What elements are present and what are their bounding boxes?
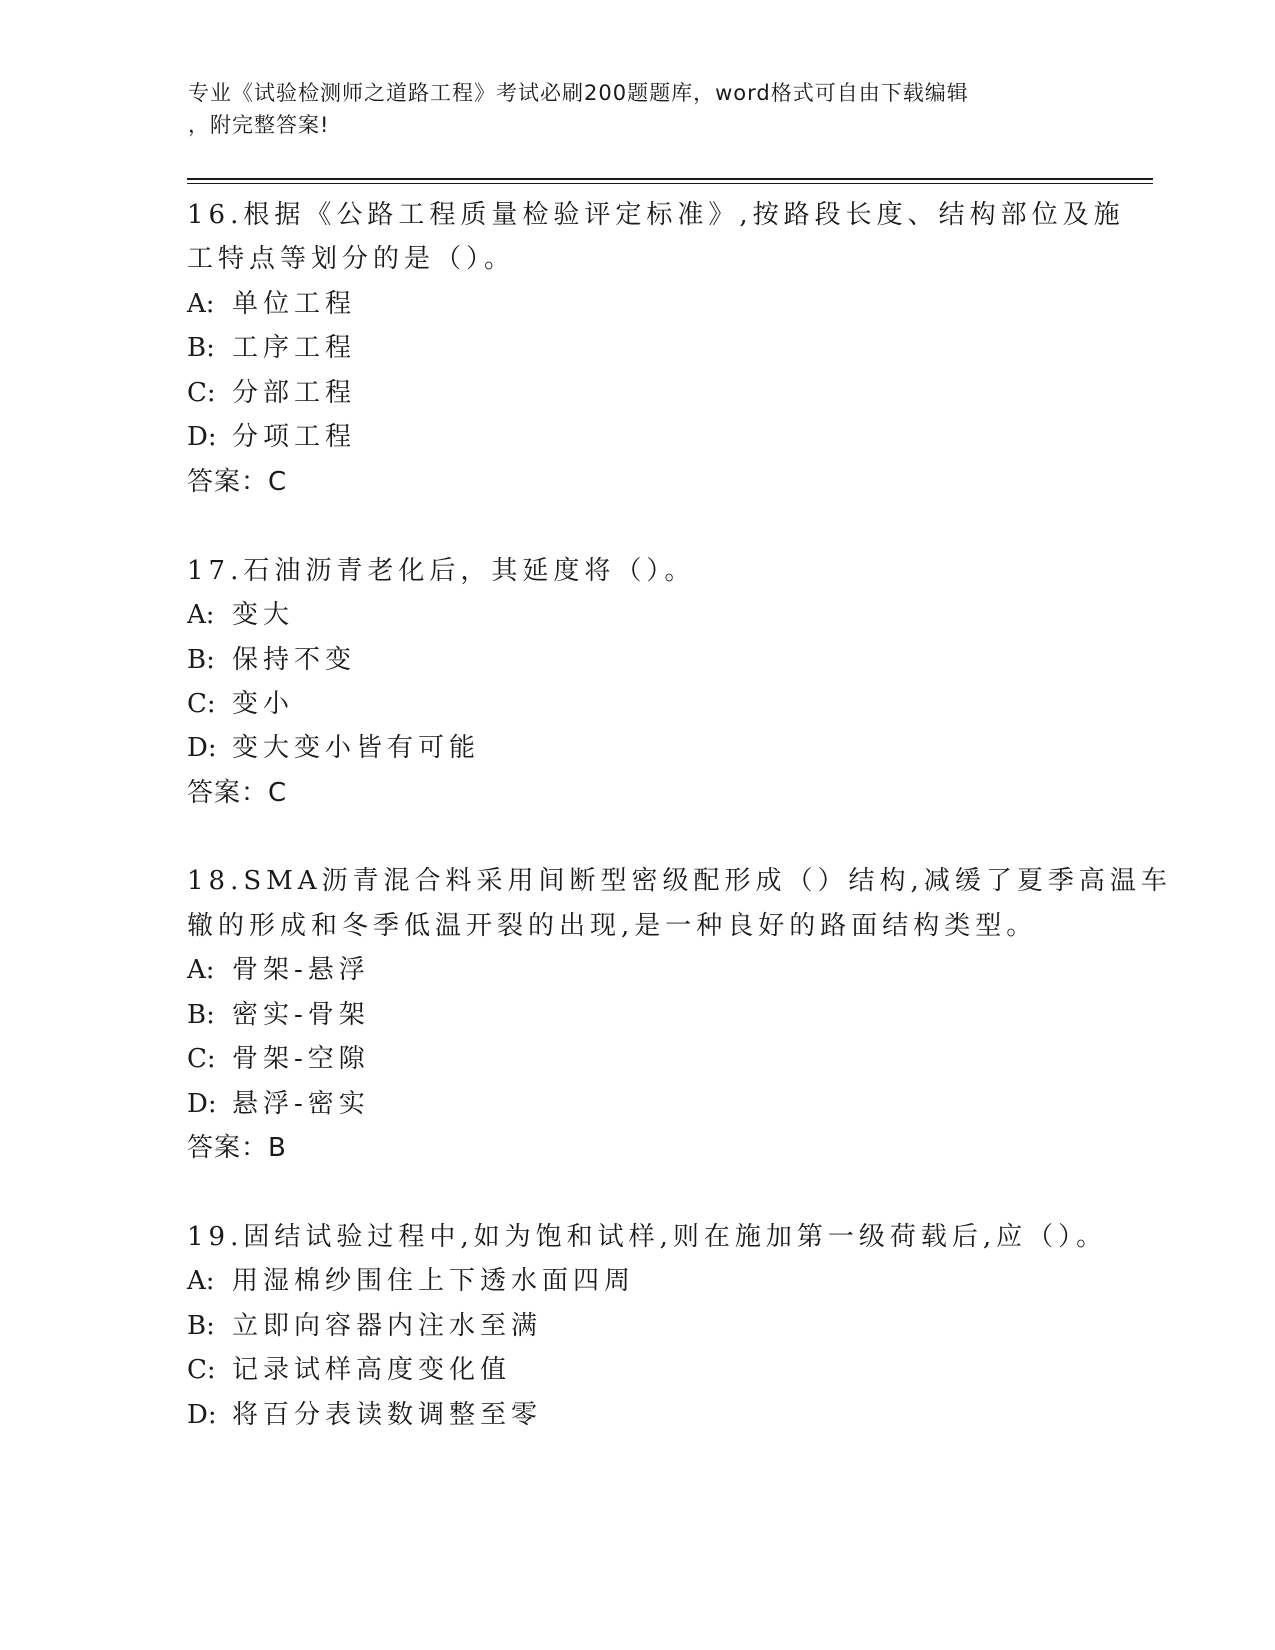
- question-19-option-d: [187, 1394, 542, 1431]
- question-17-stem-line-1: 17.石油沥青老化后，其延度将（）。: [187, 556, 696, 586]
- question-16-option-a: [187, 283, 356, 320]
- question-18-option-d: [187, 1083, 370, 1120]
- option-text: 骨架-悬浮: [232, 955, 370, 985]
- option-text: 保持不变: [232, 645, 357, 675]
- option-key: A:: [187, 1266, 215, 1296]
- document-header-line-1: 专业《试验检测师之道路工程》考试必刷200题题库，word格式可自由下载编辑: [188, 81, 969, 105]
- option-key: D:: [187, 733, 217, 763]
- option-text: 用湿棉纱围住上下透水面四周: [232, 1266, 636, 1296]
- question-16-option-c: [187, 372, 356, 409]
- question-17-option-b: [187, 639, 356, 676]
- option-text: 悬浮-密实: [232, 1089, 370, 1119]
- option-text: 骨架-空隙: [232, 1044, 370, 1074]
- option-text: 分部工程: [232, 378, 357, 408]
- document-header-line-2: ，附完整答案!: [188, 113, 330, 137]
- option-key: C:: [187, 1355, 216, 1385]
- option-key: D:: [187, 1400, 217, 1430]
- option-text: 变小: [232, 689, 295, 719]
- question-17-answer: 答案：C: [187, 778, 288, 808]
- header-rule-thin: [187, 183, 1153, 184]
- option-key: D:: [187, 1089, 217, 1119]
- question-18-stem-line-1: 18.SMA沥青混合料采用间断型密级配形成（）结构,减缓了夏季高温车: [187, 866, 1172, 896]
- question-16-option-b: [187, 327, 356, 364]
- option-text: 将百分表读数调整至零: [232, 1400, 543, 1430]
- option-text: 密实-骨架: [232, 1000, 370, 1030]
- question-19-option-b: [187, 1305, 542, 1342]
- option-key: A:: [187, 289, 215, 319]
- question-18-option-b: [187, 994, 370, 1031]
- question-17-option-a: [187, 594, 294, 631]
- option-key: B:: [187, 333, 215, 363]
- option-key: C:: [187, 1044, 216, 1074]
- option-key: B:: [187, 1000, 215, 1030]
- question-16-answer: 答案：C: [187, 467, 288, 497]
- question-16-option-d: [187, 416, 356, 453]
- option-key: A:: [187, 600, 215, 630]
- question-19-option-a: [187, 1260, 635, 1297]
- option-key: C:: [187, 378, 216, 408]
- question-18-option-a: [187, 949, 370, 986]
- header-rule-thick: [187, 178, 1153, 180]
- option-key: B:: [187, 1311, 215, 1341]
- question-16-stem-line-2: 工特点等划分的是（）。: [187, 244, 516, 274]
- option-text: 工序工程: [232, 333, 357, 363]
- question-18-option-c: [187, 1038, 370, 1075]
- option-text: 单位工程: [232, 289, 357, 319]
- option-text: 记录试样高度变化值: [232, 1355, 512, 1385]
- question-17-option-c: [187, 683, 294, 720]
- option-key: C:: [187, 689, 216, 719]
- option-text: 变大变小皆有可能: [232, 733, 481, 763]
- option-text: 立即向容器内注水至满: [232, 1311, 543, 1341]
- question-19-option-c: [187, 1349, 511, 1386]
- question-18-answer: 答案：B: [187, 1133, 287, 1163]
- question-19-stem-line-1: 19.固结试验过程中,如为饱和试样,则在施加第一级荷载后,应（）。: [187, 1222, 1108, 1252]
- option-key: A:: [187, 955, 215, 985]
- option-text: 变大: [232, 600, 295, 630]
- question-17-option-d: [187, 727, 480, 764]
- option-key: D:: [187, 422, 217, 452]
- question-18-stem-line-2: 辙的形成和冬季低温开裂的出现,是一种良好的路面结构类型。: [187, 911, 1038, 941]
- option-key: B:: [187, 645, 215, 675]
- question-16-stem-line-1: 16.根据《公路工程质量检验评定标准》,按路段长度、结构部位及施: [187, 200, 1125, 230]
- option-text: 分项工程: [232, 422, 357, 452]
